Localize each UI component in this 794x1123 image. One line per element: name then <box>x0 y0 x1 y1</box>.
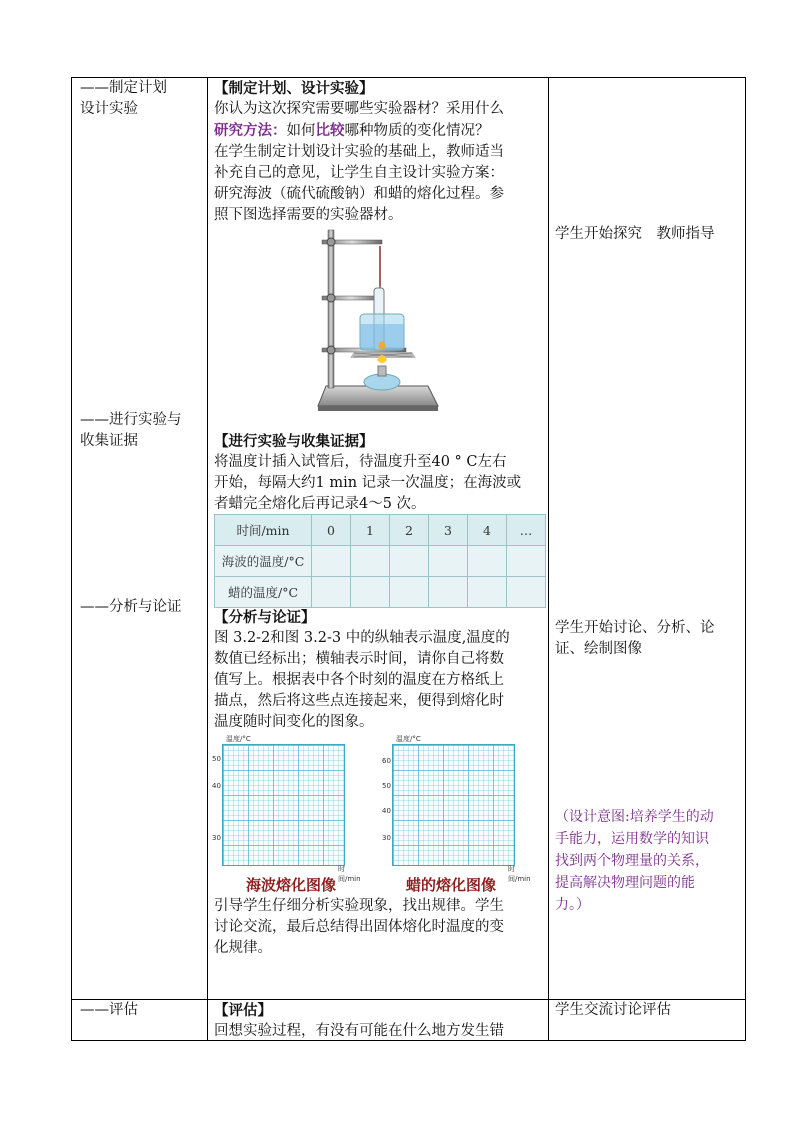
graph-haibo-tick: 50 <box>212 755 221 763</box>
design-intent: （设计意图:培养学生的动 手能力，运用数学的知识 找到两个物理量的关系， 提高解决物理问题的能 力。） <box>555 809 714 913</box>
apparatus-illustration <box>316 226 440 412</box>
graph-wax-tick: 40 <box>382 807 391 815</box>
graph-wax-tick: 60 <box>382 757 391 765</box>
graph-haibo-caption: 海波熔化图像 <box>246 876 337 894</box>
graph-wax-tick: 30 <box>382 834 391 842</box>
graph-wax-tick: 50 <box>382 782 391 790</box>
graph-wax <box>382 734 532 883</box>
student-activity-evaluate: 学生交流讨论评估 <box>555 1002 671 1018</box>
table-row: 海波的温度/°C <box>215 546 546 577</box>
graph-haibo-xlabel: 时间/min <box>338 865 361 883</box>
evaluate-heading: 【评估】 <box>214 1002 272 1019</box>
plan-section: 【制定计划、设计实验】 你认为这次探究需要哪些实验器材？采用什么 研究方法：如何比较哪种物质的变化情况？ 在学生制定计划设计实验的基础上，教师适当 补充自己的意见，让学生自主设计实验方案： 研究海波（硫代硫酸钠）和蜡的熔化过程。参 照下图选择需要的实验器材。 <box>214 78 544 226</box>
graph-haibo-tick: 30 <box>212 834 221 842</box>
col-divider-2 <box>548 78 549 1040</box>
experiment-heading: 【进行实验与收集证据】 <box>214 433 374 450</box>
table-row: 蜡的温度/°C <box>215 577 546 608</box>
graph-haibo <box>212 734 362 883</box>
plan-heading: 【制定计划、设计实验】 <box>214 80 374 97</box>
col-divider-1 <box>207 78 208 1040</box>
evaluate-section: 【评估】 回想实验过程，有没有可能在什么地方发生错 <box>214 1000 544 1042</box>
stage-analysis: ——分析与论证 <box>80 599 182 615</box>
graph-wax-ylabel: 温度/°C <box>396 735 421 743</box>
graph-wax-grid <box>392 744 515 866</box>
graph-wax-caption: 蜡的熔化图像 <box>406 876 497 894</box>
graph-wax-xlabel: 时间/min <box>508 865 531 883</box>
analysis-conclusion: 引导学生仔细分析实验现象，找出规律。学生 讨论交流，最后总结得出固体熔化时温度的变 化规律。 <box>214 898 504 956</box>
analysis-section: 【分析与论证】 图 3.2-2和图 3.2-3 中的纵轴表示温度,温度的 数值已经标出；横轴表示时间，请你自己将数 值写上。根据表中各个时刻的温度在方格纸上 描点，然后将这些点连接起来，便得到熔化时 温度随时间变化的图象。 <box>214 607 544 733</box>
temperature-table <box>214 514 546 608</box>
graph-haibo-grid <box>222 744 345 866</box>
graph-haibo-tick: 40 <box>212 782 221 790</box>
student-activity-plan: 学生开始探究 教师指导 <box>555 226 715 242</box>
stage-experiment: ——进行实验与 收集证据 <box>80 412 182 449</box>
stage-evaluate: ——评估 <box>80 1002 138 1018</box>
stage-plan: ——制定计划 设计实验 <box>80 80 167 117</box>
graph-haibo-ylabel: 温度/°C <box>226 735 251 743</box>
student-activity-analysis: 学生开始讨论、分析、论 证、绘制图像 <box>555 620 715 657</box>
table-header-row: 时间/min 0 1 2 3 4 … <box>215 515 546 546</box>
experiment-section: 【进行实验与收集证据】 将温度计插入试管后，待温度升至40 ° C左右 开始，每隔大约1 min 记录一次温度；在海波或 者蜡完全熔化后再记录4～5 次。 <box>214 431 544 515</box>
analysis-heading: 【分析与论证】 <box>214 609 316 626</box>
